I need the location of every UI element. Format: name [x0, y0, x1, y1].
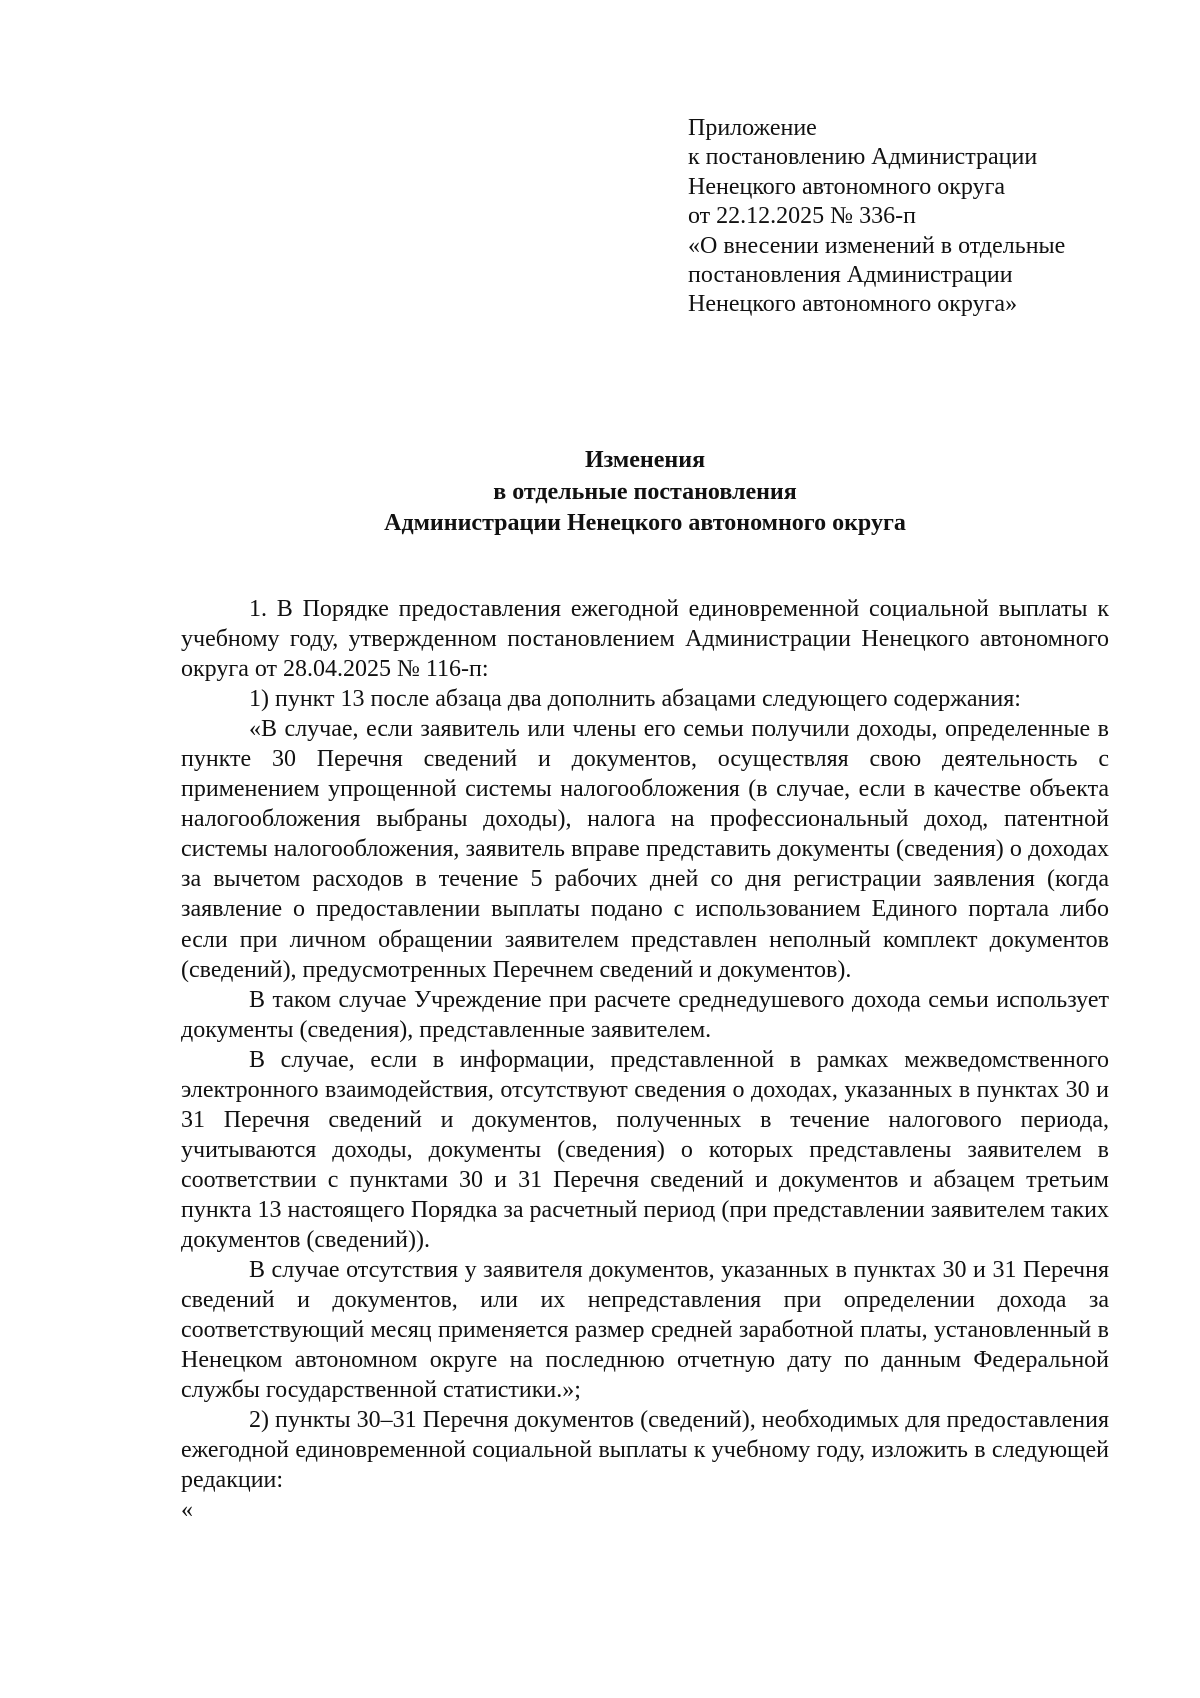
appendix-line: Приложение — [688, 115, 817, 141]
appendix-line: Ненецкого автономного округа» — [688, 291, 1018, 318]
heading-line: в отдельные постановления — [493, 478, 797, 505]
paragraph: 2) пункты 30–31 Перечня документов (сведений), необходимых для предоставления ежегодной единовременной социальной выплаты к учебному году, изложить в следующей редакции: — [181, 1407, 1109, 1494]
appendix-line: «О внесении изменений в отдельные — [688, 232, 1066, 259]
paragraph-quote-open: « — [181, 1497, 193, 1524]
appendix-line: от 22.12.2025 № 336-п — [688, 203, 916, 230]
paragraph: «В случае, если заявитель или члены его семьи получили доходы, определенные в пункте 30 Перечня сведений и документов, осуществляя свою деятельность с применением упрощенной системы налогообложения (в случае, если в качестве объекта налогообложения выбраны доходы), налога на профессиональный доход, патентной системы налогообложения, заявитель вправе представить документы (сведения) о доходах за вычетом расходов в течение 5 рабочих дней со дня регистрации заявления (когда заявление о предоставлении выплаты подано с использованием Единого портала либо если при личном обращении заявителем представлен неполный комплект документов (сведений), предусмотренных Перечнем сведений и документов). — [181, 716, 1109, 983]
appendix-line: к постановлению Администрации — [688, 144, 1038, 171]
paragraph: В случае, если в информации, представленной в рамках межведомственного электронного взаимодействия, отсутствуют сведения о доходах, указанных в пунктах 30 и 31 Перечня сведений и документов, полученных в течение налогового периода, учитываются доходы, документы (сведения) о которых представлены заявителем в соответствии с пунктами 30 и 31 Перечня сведений и документов и абзацем третьим пункта 13 настоящего Порядка за расчетный период (при представлении заявителем таких документов (сведений)). — [181, 1046, 1109, 1253]
appendix-line: Ненецкого автономного округа — [688, 173, 1006, 200]
paragraph: В таком случае Учреждение при расчете среднедушевого дохода семьи использует документы (сведения), представленные заявителем. — [181, 986, 1109, 1043]
appendix-block — [688, 114, 1168, 320]
heading-line: Администрации Ненецкого автономного округа — [384, 510, 906, 536]
paragraph: 1) пункт 13 после абзаца два дополнить абзацами следующего содержания: — [249, 686, 1021, 713]
document-body — [181, 594, 1109, 1525]
appendix-line: постановления Администрации — [688, 262, 1013, 289]
paragraph: 1. В Порядке предоставления ежегодной единовременной социальной выплаты к учебному году, утвержденном постановлением Администрации Ненецкого автономного округа от 28.04.2025 № 116-п: — [181, 596, 1109, 683]
paragraph: В случае отсутствия у заявителя документов, указанных в пунктах 30 и 31 Перечня сведений и документов, или их непредставления при определении дохода за соответствующий месяц применяется размер средней заработной платы, установленный в Ненецком автономном округе на последнюю отчетную дату по данным Федеральной службы государственной статистики.»; — [181, 1257, 1109, 1404]
heading-line: Изменения — [584, 447, 706, 473]
document-heading — [0, 445, 1200, 540]
